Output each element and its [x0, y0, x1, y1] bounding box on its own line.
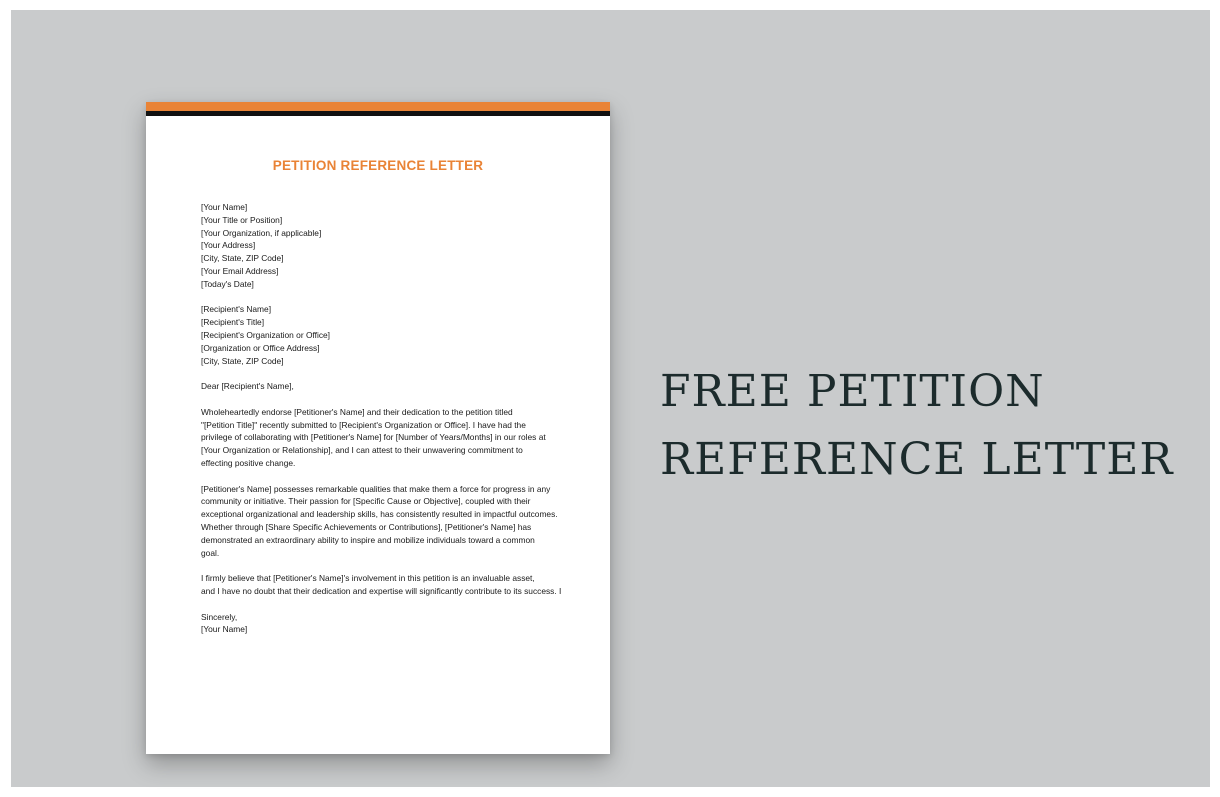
- document-body: [201, 201, 573, 649]
- paragraph-line: goal.: [201, 547, 220, 558]
- signature-name: [Your Name]: [201, 624, 248, 635]
- template-headline: [660, 358, 1200, 494]
- document-title: PETITION REFERENCE LETTER: [272, 158, 484, 173]
- salutation-text: Dear [Recipient's Name],: [201, 381, 294, 392]
- sender-name: [Your Name]: [201, 202, 248, 212]
- paragraph-line: [Your Organization or Relationship], and I can attest to their unwavering commitment to: [201, 445, 523, 456]
- salutation: [201, 380, 573, 393]
- letter-date: [Today's Date]: [201, 278, 254, 289]
- headline-line-1: FREE PETITION: [660, 366, 1045, 417]
- paragraph-line: Whether through [Share Specific Achievements or Contributions], [Petitioner's Name] has: [201, 521, 532, 532]
- sender-title: [Your Title or Position]: [201, 214, 283, 225]
- paragraph-line: demonstrated an extraordinary ability to inspire and mobilize individuals toward a common: [201, 534, 535, 545]
- closing-text: Sincerely,: [201, 611, 238, 622]
- sender-organization: [Your Organization, if applicable]: [201, 227, 322, 238]
- recipient-name: [Recipient's Name]: [201, 304, 272, 315]
- recipient-block: [201, 303, 573, 367]
- sender-city: [City, State, ZIP Code]: [201, 253, 284, 264]
- paragraph-line: [Petitioner's Name] possesses remarkable qualities that make them a force for progress in any: [201, 483, 551, 494]
- paragraph-2: [201, 483, 573, 560]
- paragraph-line: Wholeheartedly endorse [Petitioner's Name] and their dedication to the petition titled: [201, 406, 513, 417]
- paragraph-3: [201, 572, 573, 598]
- headline-line-2: REFERENCE LETTER: [660, 434, 1174, 485]
- letter-document-preview: [146, 102, 610, 754]
- accent-bar-orange: [146, 102, 610, 111]
- sender-block: [201, 201, 573, 291]
- closing-block: [201, 611, 573, 637]
- accent-bar-black: [146, 111, 610, 116]
- paragraph-line: and I have no doubt that their dedication and expertise will significantly contribute to its success. I: [201, 585, 562, 596]
- sender-email: [Your Email Address]: [201, 265, 279, 276]
- paragraph-line: community or initiative. Their passion for [Specific Cause or Objective], coupled with their: [201, 496, 531, 507]
- paragraph-line: exceptional organizational and leadership skills, has consistently resulted in impactful outcomes.: [201, 509, 558, 520]
- recipient-address: [Organization or Office Address]: [201, 342, 320, 353]
- paragraph-line: "[Petition Title]" recently submitted to [Recipient's Organization or Office]. I have had the: [201, 419, 526, 430]
- recipient-organization: [Recipient's Organization or Office]: [201, 329, 330, 340]
- recipient-city: [City, State, ZIP Code]: [201, 355, 284, 366]
- sender-address: [Your Address]: [201, 240, 256, 251]
- paragraph-line: I firmly believe that [Petitioner's Name]'s involvement in this petition is an invaluable asset,: [201, 573, 535, 584]
- paragraph-1: [201, 406, 573, 470]
- paragraph-line: privilege of collaborating with [Petitioner's Name] for [Number of Years/Months] in our roles at: [201, 432, 546, 443]
- recipient-title: [Recipient's Title]: [201, 317, 265, 328]
- paragraph-line: effecting positive change.: [201, 457, 296, 468]
